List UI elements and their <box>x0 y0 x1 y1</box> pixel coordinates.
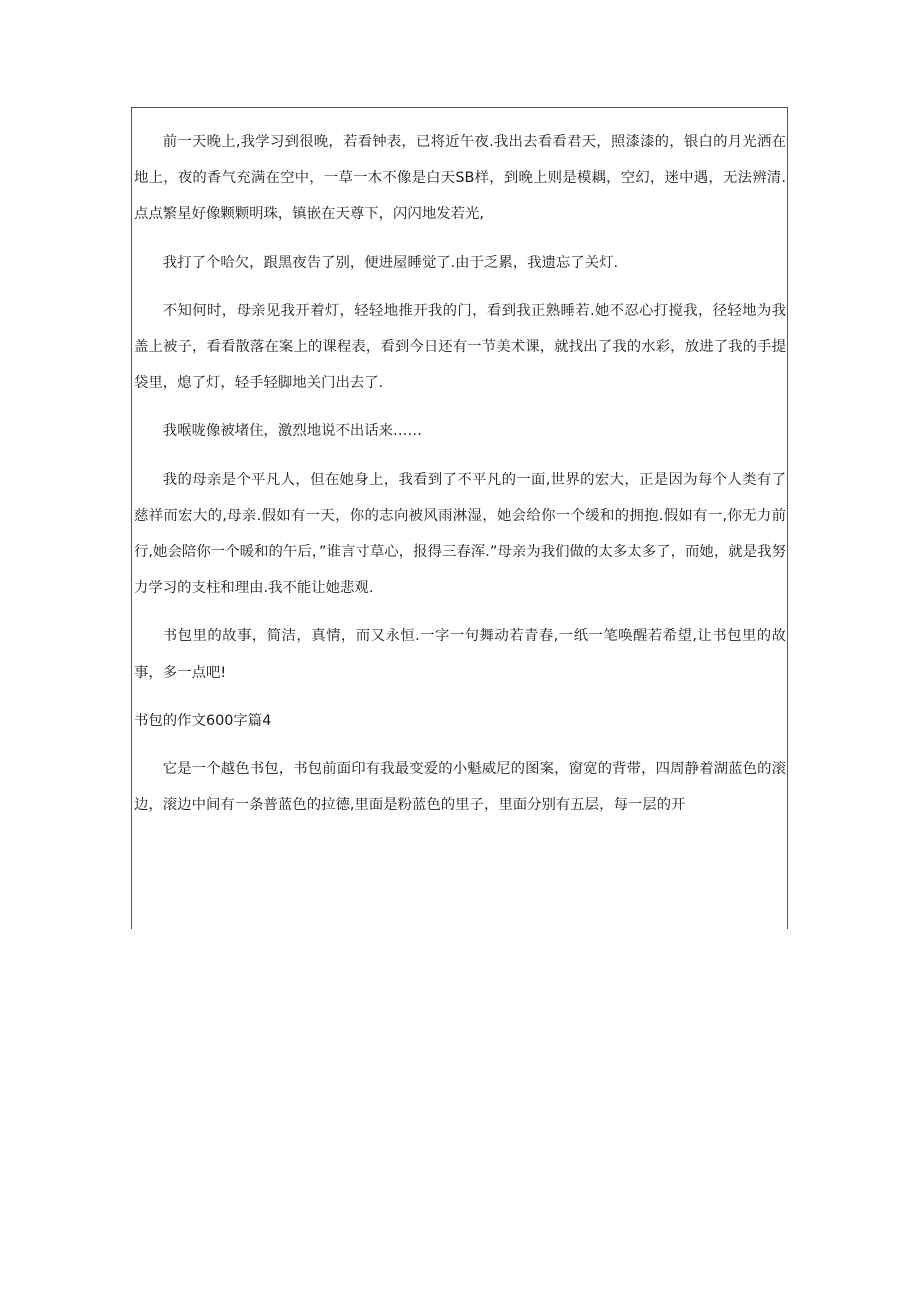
paragraph: 我喉咙像被堵住，激烈地说不出话来…… <box>162 423 422 440</box>
paragraph: 我打了个哈欠，跟黑夜告了别，便进屋睡觉了.由于乏累，我遗忘了关灯. <box>162 254 619 271</box>
paragraph: 书包里的故事，简洁，真情，而又永恒.一字一句舞动若青春,一纸一笔唤醒若希望,让书包里的故事，多一点吧! <box>134 628 786 681</box>
paragraph: 我的母亲是个平凡人，但在她身上，我看到了不平凡的一面,世界的宏大，正是因为每个人类有了慈祥而宏大的,母亲.假如有一天，你的志向被风雨淋湿，她会给你一个缓和的拥抱.假如有一,你无力前行,她会陪你一个暖和的午后，”谁言寸草心，报得三春浑.”母亲为我们做的太多太多了，而她，就是我努力学习的支柱和理由.我不能让她悲观. <box>134 471 786 597</box>
document-body <box>134 124 786 823</box>
paragraph: 不知何时，母亲见我开着灯，轻轻地推开我的门，看到我正熟睡若.她不忍心打搅我，径轻地为我盖上被子，看看散落在案上的课程表，看到今日还有一节美术课，就找出了我的水彩，放进了我的手提袋里，熄了灯，轻手轻脚地关门出去了. <box>134 302 786 392</box>
section-heading: 书包的作文600字篇4 <box>134 712 272 729</box>
paragraph: 前一天晚上,我学习到很晚，若看钟表，已将近午夜.我出去看看君天，照漆漆的，银白的月光洒在地上，夜的香气充满在空中，一草一木不像是白天SB样，到晚上则是模耦，空幻，迷中遇，无法辨清.点点繁星好像颗颗明珠，镇嵌在天尊下，闪闪地发若光, <box>134 134 786 223</box>
paragraph: 它是一个越色书包，书包前面印有我最变爱的小魁威尼的图案，窗宽的背带，四周静着湖蓝色的滚边，滚边中间有一条普蓝色的拉德,里面是粉蓝色的里子，里面分别有五层，每一层的开 <box>134 761 786 814</box>
